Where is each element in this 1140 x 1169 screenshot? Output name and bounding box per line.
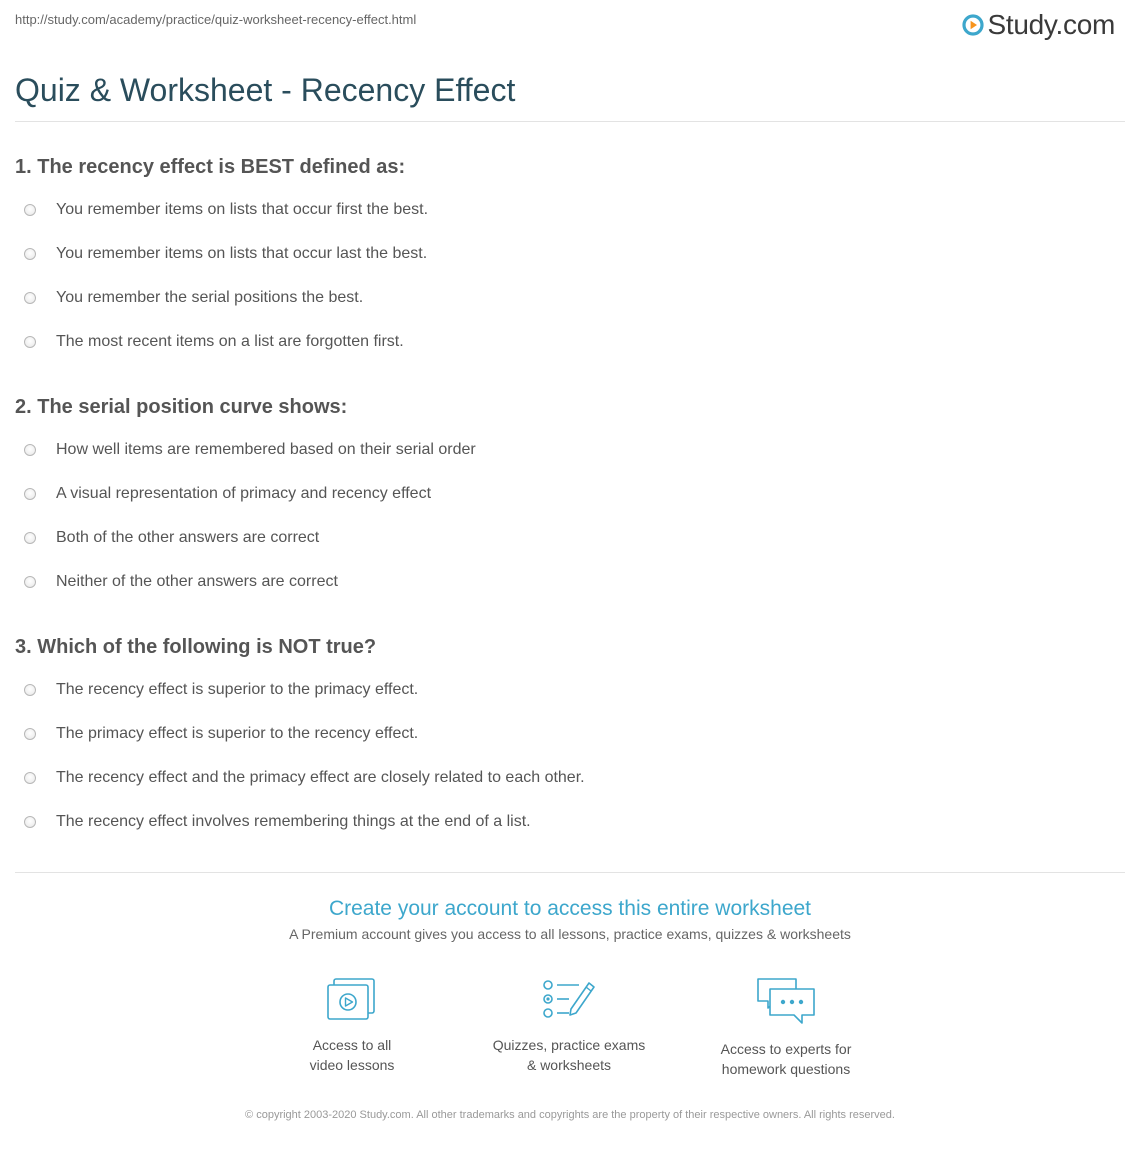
answer-label: Both of the other answers are correct: [56, 529, 320, 546]
answer-option[interactable]: [15, 232, 1115, 276]
answer-option[interactable]: [15, 276, 1115, 320]
feature-experts: [686, 975, 886, 1079]
answer-label: You remember items on lists that occur first the best.: [56, 201, 429, 218]
answer-label: How well items are remembered based on their serial order: [56, 441, 476, 458]
question-text: 3. Which of the following is NOT true?: [15, 636, 377, 658]
quiz-checklist-icon: [539, 975, 599, 1023]
video-lessons-icon: [324, 975, 380, 1023]
cta-subtitle: A Premium account gives you access to all lessons, practice exams, quizzes & worksheets: [289, 926, 851, 942]
answer-label: The recency effect and the primacy effect are closely related to each other.: [56, 769, 585, 786]
signup-cta: [0, 894, 1140, 942]
study-logo[interactable]: [962, 8, 1116, 42]
logo-text: Study.com: [987, 9, 1115, 40]
answer-label: Neither of the other answers are correct: [56, 573, 338, 590]
answer-option[interactable]: [15, 188, 1115, 232]
title-divider: [15, 121, 1125, 122]
chat-bubbles-icon: [754, 975, 818, 1027]
feature-video-lessons: [252, 975, 452, 1075]
cta-divider: [15, 872, 1125, 873]
radio-button[interactable]: [24, 488, 36, 500]
answer-options: [15, 668, 1115, 844]
question-2: [15, 392, 1115, 604]
radio-button[interactable]: [24, 684, 36, 696]
answer-label: You remember items on lists that occur last the best.: [56, 245, 428, 262]
answer-option[interactable]: [15, 756, 1115, 800]
radio-button[interactable]: [24, 292, 36, 304]
radio-button[interactable]: [24, 204, 36, 216]
answer-option[interactable]: [15, 560, 1115, 604]
question-text: 1. The recency effect is BEST defined as:: [15, 156, 406, 178]
answer-label: A visual representation of primacy and recency effect: [56, 485, 432, 502]
answer-option[interactable]: [15, 516, 1115, 560]
footer: [0, 1105, 1140, 1124]
copyright-text: © copyright 2003-2020 Study.com. All other trademarks and copyrights are the property of their respective owners. All rights reserved.: [245, 1109, 895, 1121]
radio-button[interactable]: [24, 728, 36, 740]
question-1: [15, 152, 1115, 364]
answer-option[interactable]: [15, 428, 1115, 472]
answer-label: The most recent items on a list are forgotten first.: [56, 333, 404, 350]
radio-button[interactable]: [24, 248, 36, 260]
answer-label: The primacy effect is superior to the recency effect.: [56, 725, 419, 742]
answer-option[interactable]: [15, 320, 1115, 364]
radio-button[interactable]: [24, 444, 36, 456]
radio-button[interactable]: [24, 336, 36, 348]
question-text: 2. The serial position curve shows:: [15, 396, 348, 418]
answer-options: [15, 428, 1115, 604]
radio-button[interactable]: [24, 816, 36, 828]
play-circle-icon: [962, 14, 984, 36]
page-url: http://study.com/academy/practice/quiz-worksheet-recency-effect.html: [15, 12, 417, 27]
answer-option[interactable]: [15, 472, 1115, 516]
feature-label: Access to all video lessons: [309, 1037, 395, 1073]
page-title: Quiz & Worksheet - Recency Effect: [15, 72, 516, 108]
radio-button[interactable]: [24, 576, 36, 588]
feature-label: Access to experts for homework questions: [720, 1041, 852, 1077]
radio-button[interactable]: [24, 772, 36, 784]
answer-label: The recency effect is superior to the primacy effect.: [56, 681, 419, 698]
radio-button[interactable]: [24, 532, 36, 544]
answer-option[interactable]: [15, 800, 1115, 844]
feature-quizzes: [469, 975, 669, 1075]
cta-link[interactable]: Create your account to access this entire worksheet: [328, 897, 812, 920]
answer-label: You remember the serial positions the best.: [56, 289, 364, 306]
feature-label: Quizzes, practice exams & worksheets: [492, 1037, 646, 1073]
answer-option[interactable]: [15, 668, 1115, 712]
question-3: [15, 632, 1115, 844]
answer-options: [15, 188, 1115, 364]
answer-label: The recency effect involves remembering things at the end of a list.: [56, 813, 531, 830]
answer-option[interactable]: [15, 712, 1115, 756]
